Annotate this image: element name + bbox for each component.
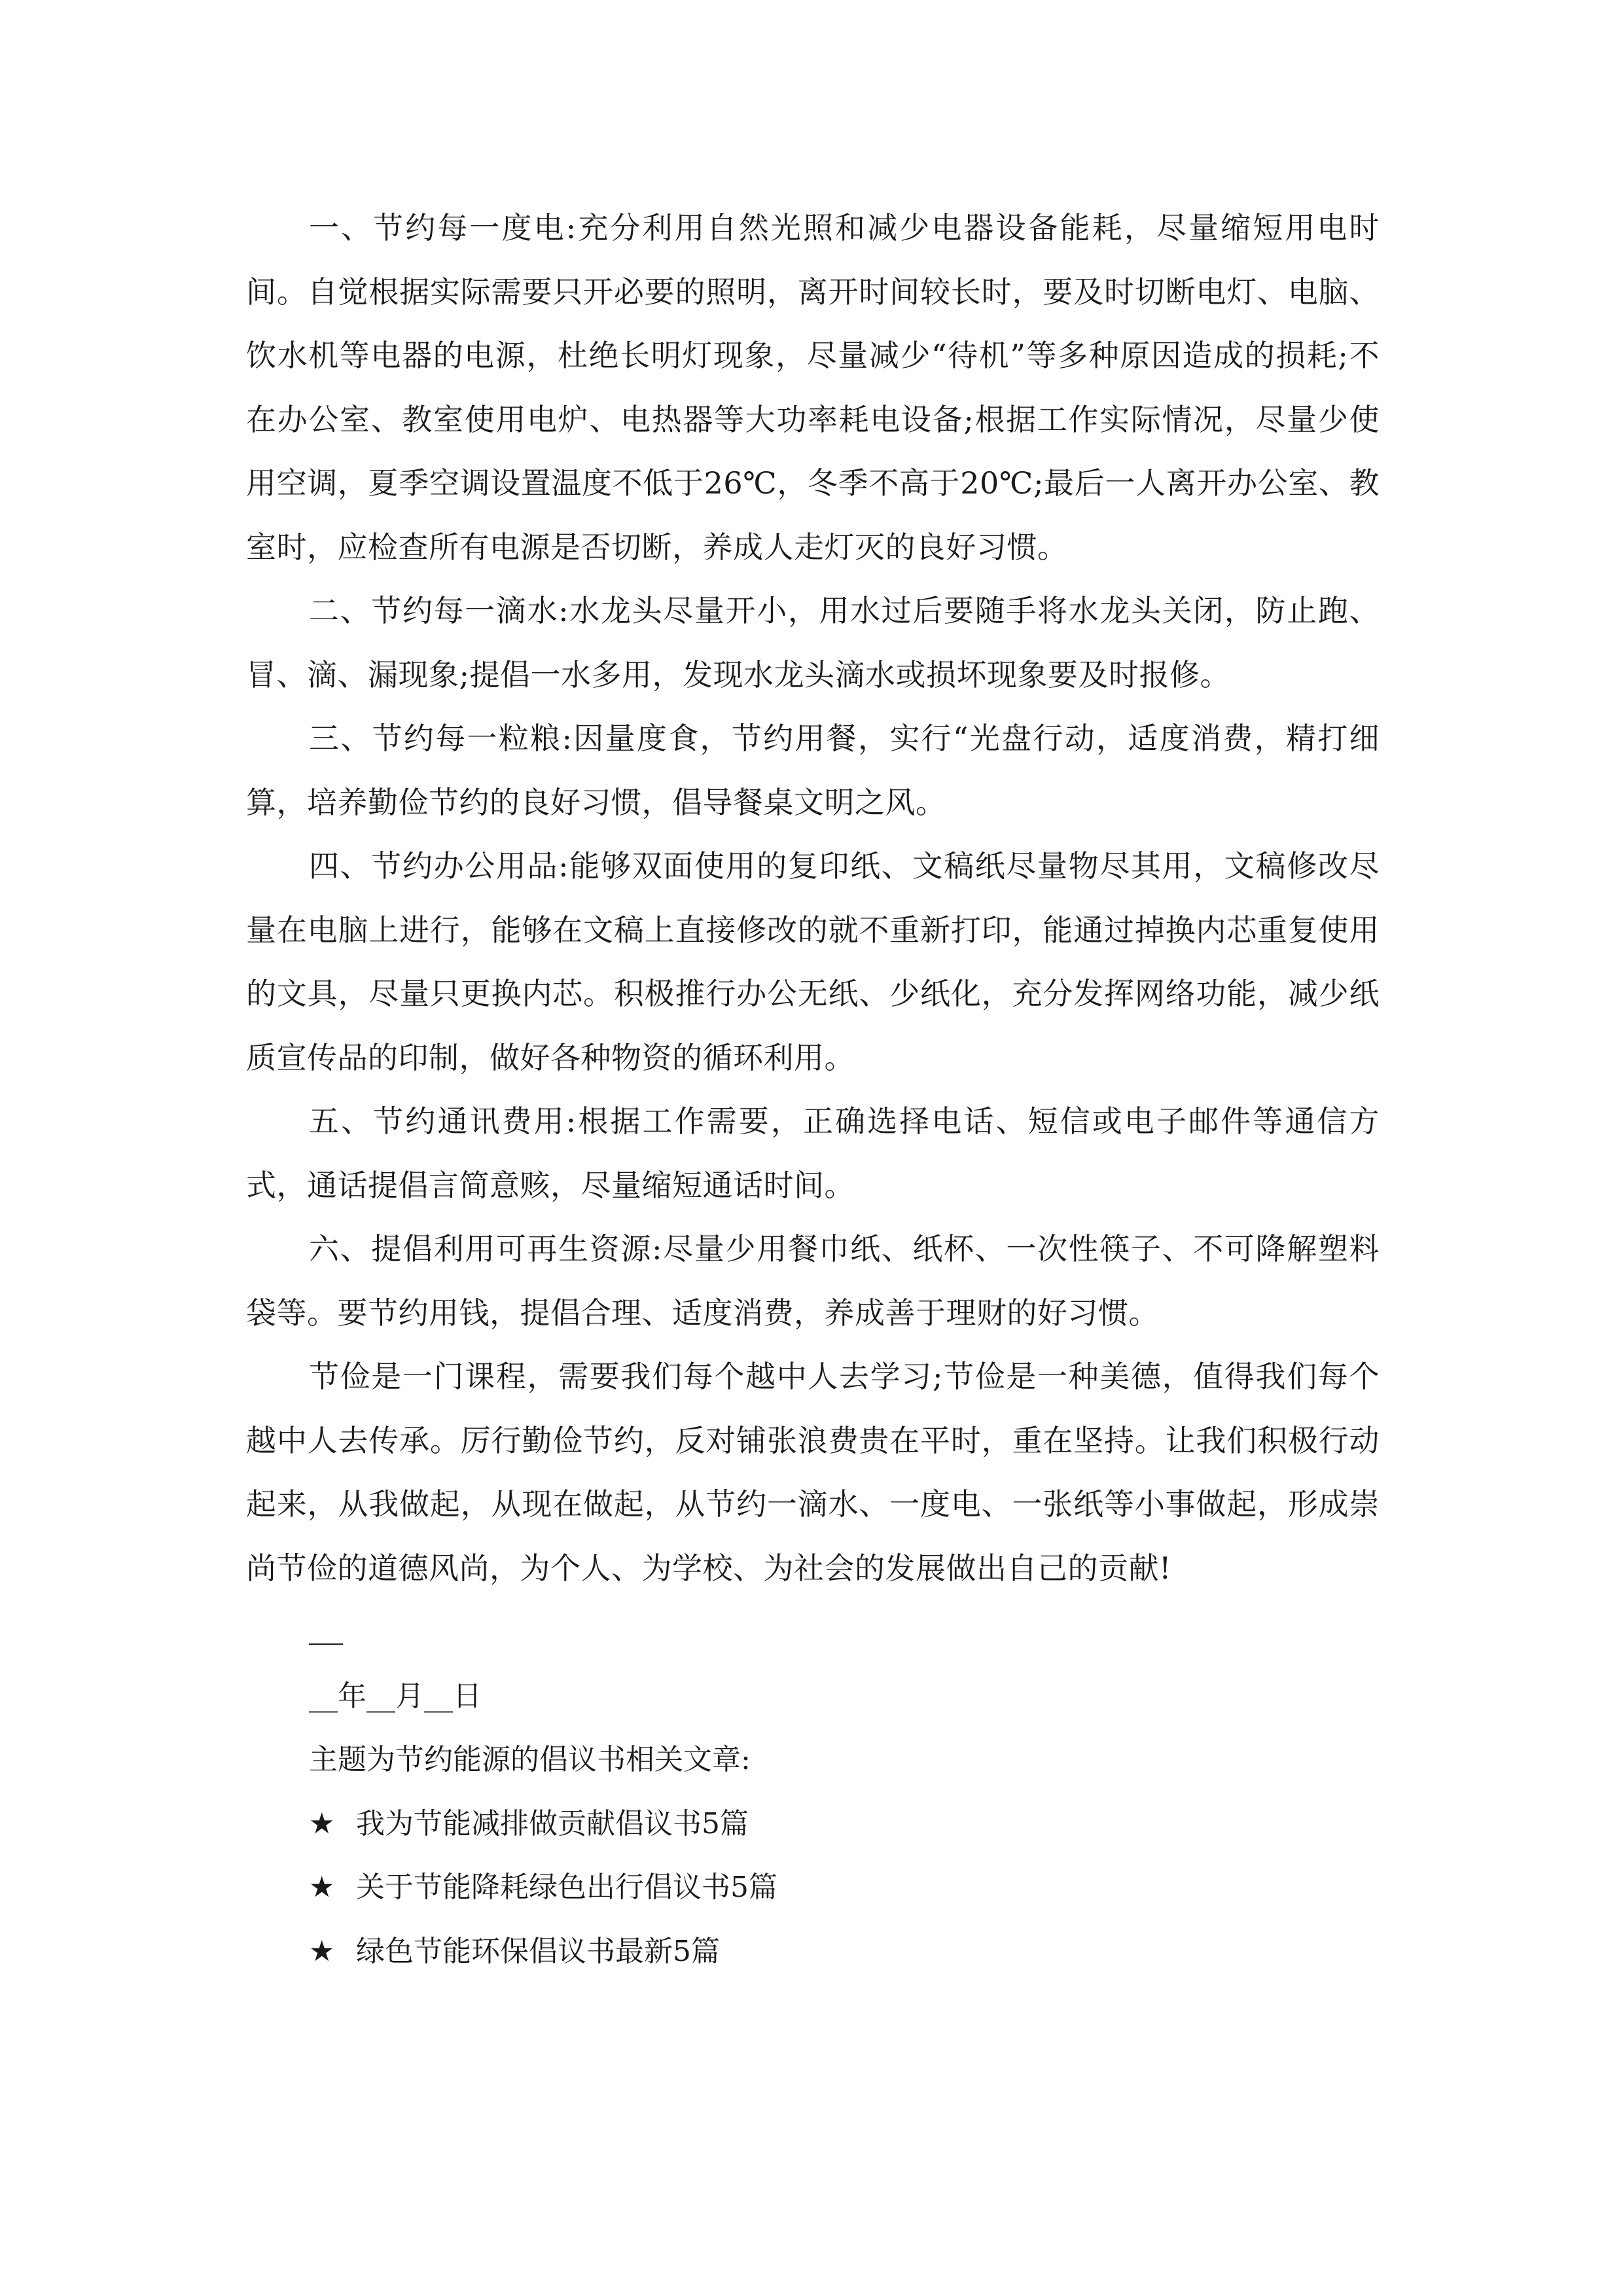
date-line: __年__月__日 (309, 1679, 482, 1713)
star-icon: ★ (309, 1871, 335, 1904)
signature-dash (309, 1643, 343, 1645)
related-article-title: 我为节能减排做贡献倡议书5篇 (356, 1806, 749, 1840)
paragraph-conclusion: 节俭是一门课程，需要我们每个越中人去学习;节俭是一种美德，值得我们每个越中人去传承。厉行勤俭节约，反对铺张浪费贵在平时，重在坚持。让我们积极行动起来，从我做起，从现在做起，从节约一滴水、一度电、一张纸等小事做起，形成崇尚节俭的道德风尚，为个人、为学校、为社会的发展做出自己的贡献! (246, 1359, 1380, 1586)
related-heading: 主题为节约能源的倡议书相关文章: (309, 1743, 751, 1776)
star-icon: ★ (309, 1806, 335, 1840)
paragraph-water: 二、节约每一滴水:水龙头尽量开小，用水过后要随手将水龙头关闭，防止跑、冒、滴、漏现象;提倡一水多用，发现水龙头滴水或损坏现象要及时报修。 (246, 593, 1380, 692)
related-article-link[interactable] (246, 1856, 1380, 1920)
paragraph-electricity: 一、节约每一度电:充分利用自然光照和减少电器设备能耗，尽量缩短用电时间。自觉根据实际需要只开必要的照明，离开时间较长时，要及时切断电灯、电脑、饮水机等电器的电源，杜绝长明灯现象，尽量减少“待机”等多种原因造成的损耗;不在办公室、教室使用电炉、电热器等大功率耗电设备;根据工作实际情况，尽量少使用空调，夏季空调设置温度不低于26℃，冬季不高于20℃;最后一人离开办公室、教室时，应检查所有电源是否切断，养成人走灯灭的良好习惯。 (246, 210, 1380, 565)
related-article-title: 关于节能降耗绿色出行倡议书5篇 (356, 1871, 777, 1904)
related-article-link[interactable] (246, 1792, 1380, 1856)
document-body (246, 196, 1380, 1983)
paragraph-renewable: 六、提倡利用可再生资源:尽量少用餐巾纸、纸杯、一次性筷子、不可降解塑料袋等。要节约用钱，提倡合理、适度消费，养成善于理财的好习惯。 (246, 1231, 1380, 1331)
related-article-title: 绿色节能环保倡议书最新5篇 (356, 1934, 720, 1968)
paragraph-food: 三、节约每一粒粮:因量度食，节约用餐，实行“光盘行动，适度消费，精打细算，培养勤俭节约的良好习惯，倡导餐桌文明之风。 (246, 721, 1380, 820)
paragraph-communication: 五、节约通讯费用:根据工作需要，正确选择电话、短信或电子邮件等通信方式，通话提倡言简意赅，尽量缩短通话时间。 (246, 1103, 1380, 1203)
related-article-link[interactable] (246, 1920, 1380, 1984)
signature-blank (246, 1600, 1380, 1664)
star-icon: ★ (309, 1934, 335, 1968)
paragraph-office-supplies: 四、节约办公用品:能够双面使用的复印纸、文稿纸尽量物尽其用，文稿修改尽量在电脑上进行，能够在文稿上直接修改的就不重新打印，能通过掉换内芯重复使用的文具，尽量只更换内芯。积极推行办公无纸、少纸化，充分发挥网络功能，减少纸质宣传品的印制，做好各种物资的循环利用。 (246, 848, 1380, 1075)
